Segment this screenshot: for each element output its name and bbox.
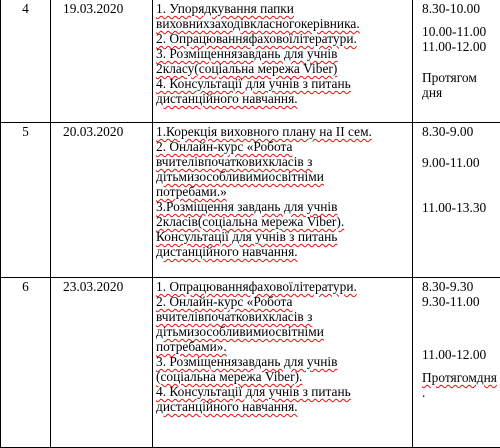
row-times: [413, 278, 500, 448]
row-number: 5: [1, 123, 51, 278]
task-line: потребами».: [156, 339, 412, 354]
time-slot: .: [422, 385, 500, 400]
task-line: виховнихзаходівкласногокерівника.: [156, 16, 412, 31]
table-row: [1, 0, 500, 123]
task-line: (соціальна мережа Viber).: [156, 369, 412, 384]
table-row: [1, 123, 500, 278]
task-line: 2. Онлайн-курс «Робота: [156, 294, 412, 309]
row-date: 19.03.2020: [51, 0, 153, 123]
time-slot: 8.30-9.00: [422, 124, 500, 139]
row-tasks: [153, 278, 413, 448]
time-slot: Протягом: [422, 70, 500, 85]
task-line: 2класів(соціальна мережа Viber).: [156, 214, 412, 229]
task-line: 4. Консультації для учнів з питань: [156, 384, 412, 399]
time-slot: 9.00-11.00: [422, 155, 500, 170]
task-line: 3. Розміщеннязавдань для учнів: [156, 46, 412, 61]
time-slot: 11.00-12.00: [422, 347, 500, 362]
time-slot: 11.00-12.00: [422, 39, 500, 54]
task-line: 2. Опрацюванняфаховоїлітератури.: [156, 31, 412, 46]
row-times: [413, 0, 500, 123]
task-line: дистанційного навчання.: [156, 244, 412, 259]
row-number: 6: [1, 278, 51, 448]
task-line: дистанційного навчання.: [156, 399, 412, 414]
task-line: дистанційного навчання.: [156, 91, 412, 106]
time-slot: 10.00-11.00: [422, 24, 500, 39]
task-line: 2. Онлайн-курс «Робота: [156, 139, 412, 154]
task-line: вчителівпочатковихкласів з: [156, 154, 412, 169]
time-slot: дня: [422, 85, 500, 100]
task-line: 1. Опрацюванняфаховоїлітератури.: [156, 279, 412, 294]
time-slot: 9.30-11.00: [422, 294, 500, 309]
row-times: [413, 123, 500, 278]
row-tasks: [153, 0, 413, 123]
task-line: 2класу(соціальна мережа Viber): [156, 61, 412, 76]
row-date: 20.03.2020: [51, 123, 153, 278]
task-line: 3.Розміщення завдань для учнів: [156, 199, 412, 214]
task-line: 1.Корекція виховного плану на ІІ сем.: [156, 124, 412, 139]
task-line: дітьмизособливимиосвітніми: [156, 324, 412, 339]
task-line: 1. Упорядкування папки: [156, 1, 412, 16]
table-row: [1, 278, 500, 448]
task-line: вчителівпочатковихкласів з: [156, 309, 412, 324]
task-line: 3. Розміщеннязавдань для учнів: [156, 354, 412, 369]
time-slot: 8.30-9.30: [422, 279, 500, 294]
task-line: дітьмизособливимиосвітніми: [156, 169, 412, 184]
time-slot: 8.30-10.00: [422, 1, 500, 16]
time-slot: Протягомдня: [422, 370, 500, 385]
row-tasks: [153, 123, 413, 278]
task-line: потребами.»: [156, 184, 412, 199]
time-slot: 11.00-13.30: [422, 200, 500, 215]
task-line: Консультації для учнів з питань: [156, 229, 412, 244]
row-number: 4: [1, 0, 51, 123]
task-line: 4. Консультації для учнів з питань: [156, 76, 412, 91]
row-date: 23.03.2020: [51, 278, 153, 448]
